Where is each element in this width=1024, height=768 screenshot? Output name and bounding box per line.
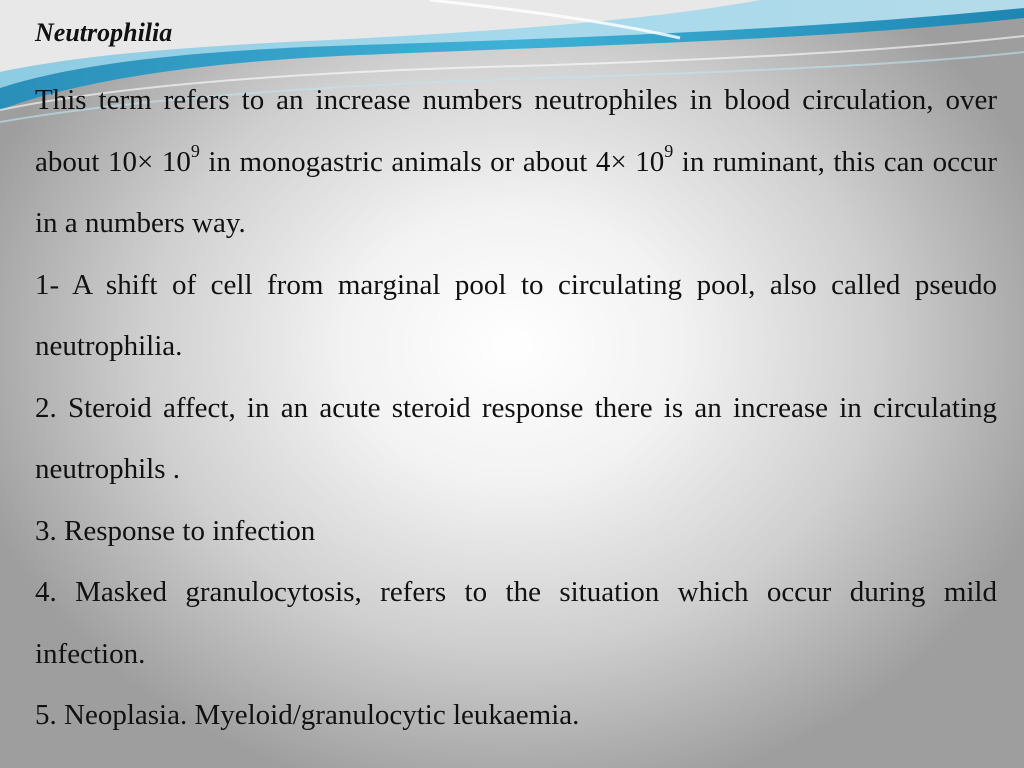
exponent-2: 9	[664, 140, 674, 161]
slide-title: Neutrophilia	[35, 18, 173, 47]
list-item-5: 5. Neoplasia. Myeloid/granulocytic leukaemia.	[35, 699, 580, 731]
intro-text-2: in monogastric animals or about 4× 10	[199, 145, 665, 178]
list-item-2: 2. Steroid affect, in an acute steroid response there is an increase in circulating neutrophils .	[35, 391, 997, 485]
list-item-1: 1- A shift of cell from marginal pool to circulating pool, also called pseudo neutrophilia.	[35, 268, 997, 362]
list-item-3: 3. Response to infection	[35, 514, 316, 547]
exponent-1: 9	[190, 140, 200, 161]
list-item-4: 4. Masked granulocytosis, refers to the situation which occur during mild infection.	[35, 576, 997, 670]
slide-body	[35, 70, 997, 747]
intro-text-3: in ruminant, this can occur in a numbers way.	[35, 145, 997, 239]
intro-paragraph	[35, 70, 997, 255]
intro-text-1: This term refers to an increase numbers neutrophiles in blood circulation, over about 10× 10	[35, 84, 997, 178]
